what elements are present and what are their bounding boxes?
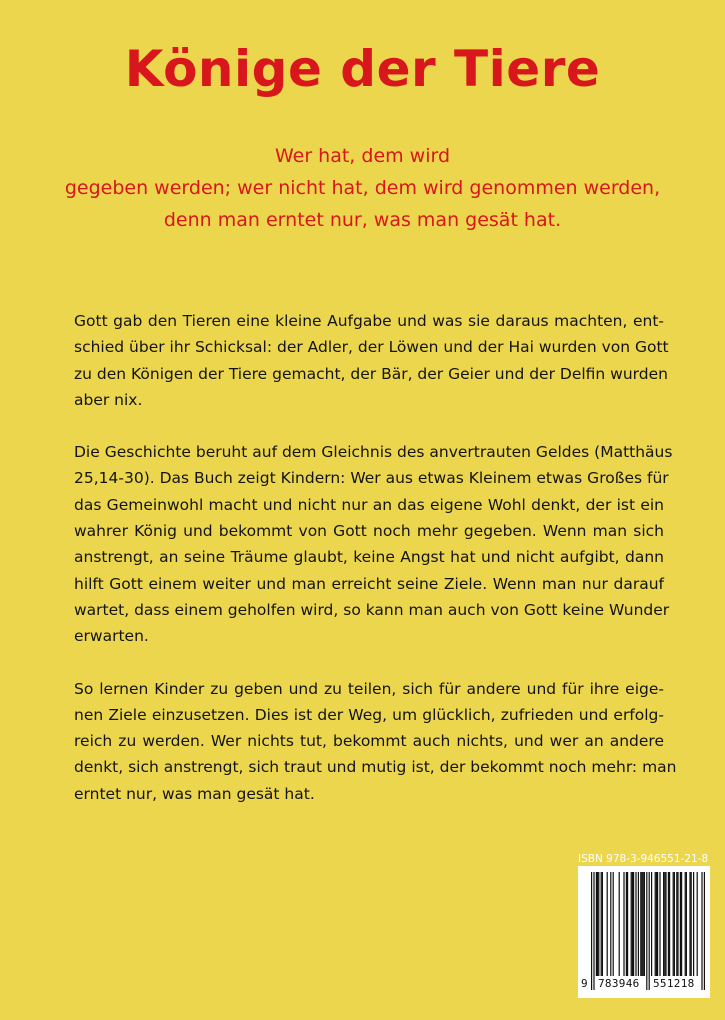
blurb-line: erntet nur, was man gesät hat. <box>74 784 315 803</box>
blurb <box>74 308 677 833</box>
barcode-bar <box>668 872 669 976</box>
barcode-bar <box>591 872 592 990</box>
barcode-bar <box>686 872 687 976</box>
barcode-bar <box>607 872 608 976</box>
barcode-bar <box>693 872 694 976</box>
barcode-bar <box>689 872 690 976</box>
barcode-bar <box>657 872 658 976</box>
barcode-bar <box>680 872 681 976</box>
barcode-bar <box>601 872 602 976</box>
blurb-line: wartet, dass einem geholfen wird, so kann man auch von Gott keine Wunder <box>74 600 670 619</box>
barcode-bar <box>626 872 627 976</box>
barcode-bar <box>602 872 603 976</box>
barcode-bar <box>697 872 698 976</box>
barcode-bar <box>663 872 664 976</box>
blurb-line: das Gemeinwohl macht und nicht nur an das eigene Wohl denkt, der ist ein <box>74 495 664 514</box>
blurb-line: schied über ihr Schicksal: der Adler, der Löwen und der Hai wurden von Gott <box>74 338 669 357</box>
isbn-barcode <box>578 866 710 998</box>
barcode-bar <box>665 872 666 976</box>
blurb-line: denkt, sich anstrengt, sich traut und mutig ist, der bekommt noch mehr: man <box>74 758 677 777</box>
motto-line: Wer hat, dem wird <box>274 145 451 167</box>
book-title: Könige der Tiere <box>124 40 601 98</box>
barcode-bar <box>643 872 644 976</box>
barcode-bar <box>701 872 702 990</box>
barcode-bar <box>638 872 639 976</box>
barcode-bar <box>623 872 624 976</box>
barcode-bar <box>610 872 611 976</box>
barcode-bar <box>691 872 692 976</box>
barcode-bar <box>640 872 641 976</box>
barcode-bar <box>655 872 656 976</box>
barcode-bar <box>676 872 677 976</box>
barcode-bar <box>685 872 686 976</box>
barcode-bar <box>635 872 636 976</box>
barcode-bar <box>633 872 634 976</box>
blurb-line: erwarten. <box>74 627 149 646</box>
blurb-paragraph-3 <box>74 676 677 807</box>
barcode-bar <box>673 872 674 976</box>
barcode-bar <box>619 872 620 976</box>
barcode-bar <box>632 872 633 976</box>
barcode-bar <box>664 872 665 976</box>
isbn-label: ISBN 978-3-946551-21-8 <box>578 853 709 865</box>
barcode-bar <box>627 872 628 976</box>
barcode-bar <box>674 872 675 976</box>
motto <box>0 140 725 236</box>
barcode-bar <box>644 872 645 976</box>
barcode-bar <box>704 872 705 990</box>
barcode-digit-first: 9 <box>581 977 588 990</box>
barcode-bar <box>656 872 657 976</box>
barcode-digits <box>578 977 710 993</box>
blurb-line: zu den Königen der Tiere gemacht, der Bär, der Geier und der Delfin wurden <box>74 364 668 383</box>
blurb-line: wahrer König und bekommt von Gott noch mehr gegeben. Wenn man sich <box>74 522 664 541</box>
barcode-bar <box>597 872 598 976</box>
barcode-bar <box>681 872 682 976</box>
blurb-line: So lernen Kinder zu geben und zu teilen, sich für andere und für ihre eige- <box>74 679 664 698</box>
barcode-bar <box>651 872 652 976</box>
barcode-bar <box>631 872 632 976</box>
barcode-bar <box>593 872 594 990</box>
barcode-bar <box>659 872 660 976</box>
blurb-line: anstrengt, an seine Träume glaubt, keine Angst hat und nicht aufgibt, dann <box>74 548 664 567</box>
barcode-bar <box>596 872 597 976</box>
barcode-bar <box>641 872 642 976</box>
blurb-line: Gott gab den Tieren eine kleine Aufgabe und was sie daraus machten, ent- <box>74 312 664 330</box>
blurb-line: Die Geschichte beruht auf dem Gleichnis des anvertrauten Geldes (Matthäus <box>74 443 673 462</box>
barcode-bars <box>578 866 710 994</box>
barcode-digits-left: 783946 <box>598 977 640 990</box>
blurb-line: aber nix. <box>74 390 143 409</box>
blurb-paragraph-2 <box>74 439 673 649</box>
motto-line: gegeben werden; wer nicht hat, dem wird genommen werden, <box>64 177 661 199</box>
blurb-line: 25,14-30). Das Buch zeigt Kindern: Wer aus etwas Kleinem etwas Großes für <box>74 469 669 488</box>
blurb-line: nen Ziele einzusetzen. Dies ist der Weg, um glücklich, zufrieden und erfolg- <box>74 705 664 724</box>
barcode-bar <box>646 872 647 990</box>
blurb-line: hilft Gott einem weiter und man erreicht seine Ziele. Wenn man nur darauf <box>74 574 664 593</box>
barcode-digits-right: 551218 <box>653 977 695 990</box>
barcode-bar <box>649 872 650 990</box>
blurb-line: reich zu werden. Wer nichts tut, bekommt auch nichts, und wer an andere <box>74 732 664 751</box>
barcode-bar <box>598 872 599 976</box>
motto-line: denn man erntet nur, was man gesät hat. <box>163 209 562 231</box>
barcode-bar <box>669 872 670 976</box>
barcode-bar <box>613 872 614 976</box>
barcode-bar <box>677 872 678 976</box>
blurb-paragraph-1 <box>74 308 669 413</box>
